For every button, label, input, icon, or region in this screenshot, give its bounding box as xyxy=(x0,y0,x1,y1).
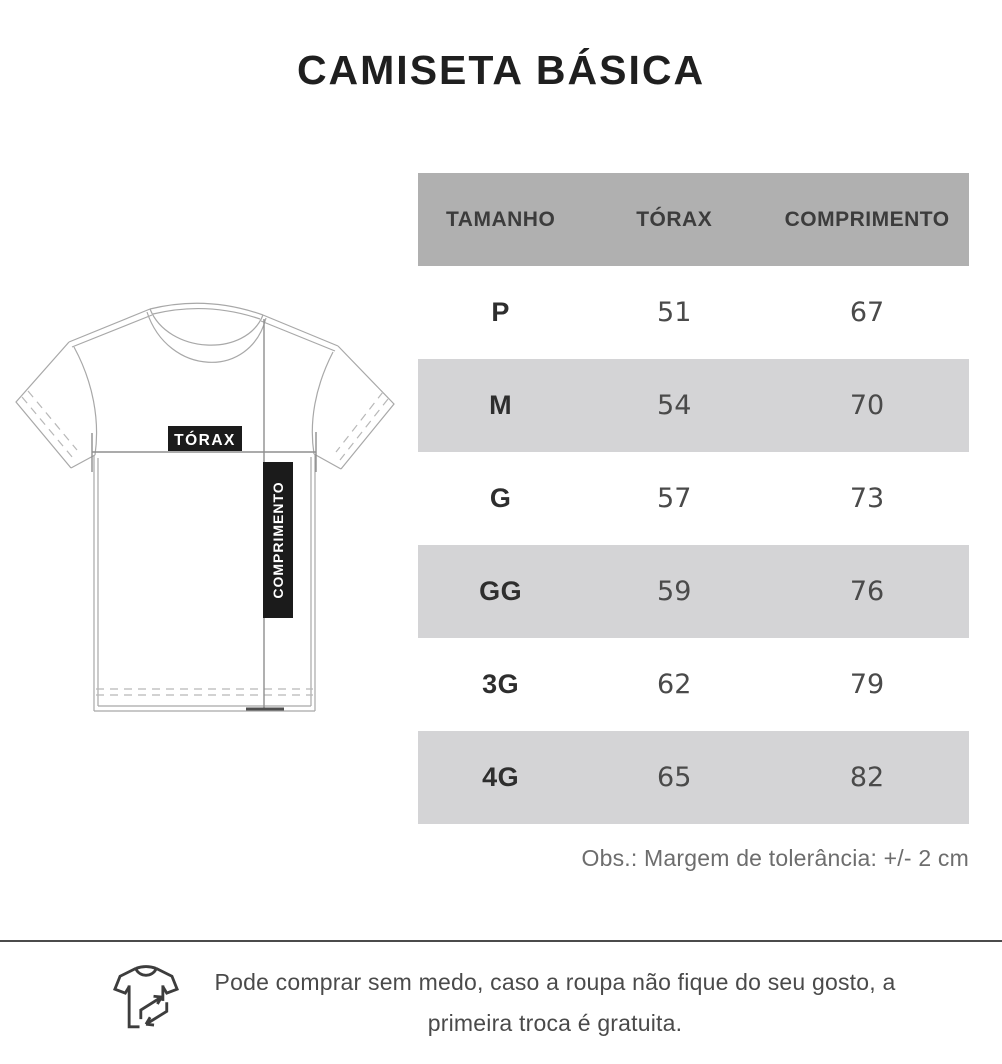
comprimento-cell: 73 xyxy=(849,483,885,514)
torax-cell: 62 xyxy=(657,669,692,700)
table-row xyxy=(418,731,969,824)
chest-label xyxy=(168,426,242,451)
size-cell: G xyxy=(489,483,512,513)
comprimento-cell: 79 xyxy=(849,669,885,700)
size-table-header xyxy=(418,173,969,266)
torax-cell: 59 xyxy=(657,576,692,607)
column-header-torax: TÓRAX xyxy=(636,207,713,231)
page-title: CAMISETA BÁSICA xyxy=(296,47,706,93)
column-header-comprimento: COMPRIMENTO xyxy=(784,207,950,231)
chest-label-text: TÓRAX xyxy=(174,432,236,449)
torax-cell: 65 xyxy=(657,762,692,793)
size-cell: P xyxy=(491,297,510,327)
torax-cell: 57 xyxy=(657,483,692,514)
size-cell: 3G xyxy=(482,669,520,699)
footer-text xyxy=(215,962,896,1044)
size-cell: M xyxy=(489,390,513,420)
length-label xyxy=(263,462,293,618)
footer-text-line2: primeira troca é gratuita. xyxy=(427,1010,683,1036)
size-cell: 4G xyxy=(482,762,520,792)
table-row xyxy=(418,266,969,359)
column-header-tamanho: TAMANHO xyxy=(446,207,556,231)
comprimento-cell: 76 xyxy=(849,576,885,607)
tolerance-note: Obs.: Margem de tolerância: +/- 2 cm xyxy=(581,845,969,871)
size-cell: GG xyxy=(479,576,523,606)
table-row xyxy=(418,452,969,545)
tshirt-exchange-icon xyxy=(107,962,185,1045)
comprimento-cell: 70 xyxy=(849,390,885,421)
torax-cell: 51 xyxy=(657,297,692,328)
table-row xyxy=(418,359,969,452)
torax-cell: 54 xyxy=(657,390,692,421)
comprimento-cell: 82 xyxy=(849,762,885,793)
comprimento-cell: 67 xyxy=(849,297,885,328)
size-table xyxy=(418,173,969,824)
tshirt-measurement-diagram xyxy=(0,292,400,722)
table-row xyxy=(418,545,969,638)
tshirt-outline xyxy=(16,303,394,711)
size-table-rows xyxy=(418,266,969,824)
table-row xyxy=(418,638,969,731)
footer-text-line1: Pode comprar sem medo, caso a roupa não fique do seu gosto, a xyxy=(214,969,896,995)
length-label-text: COMPRIMENTO xyxy=(270,481,286,599)
footer xyxy=(0,942,1002,1064)
